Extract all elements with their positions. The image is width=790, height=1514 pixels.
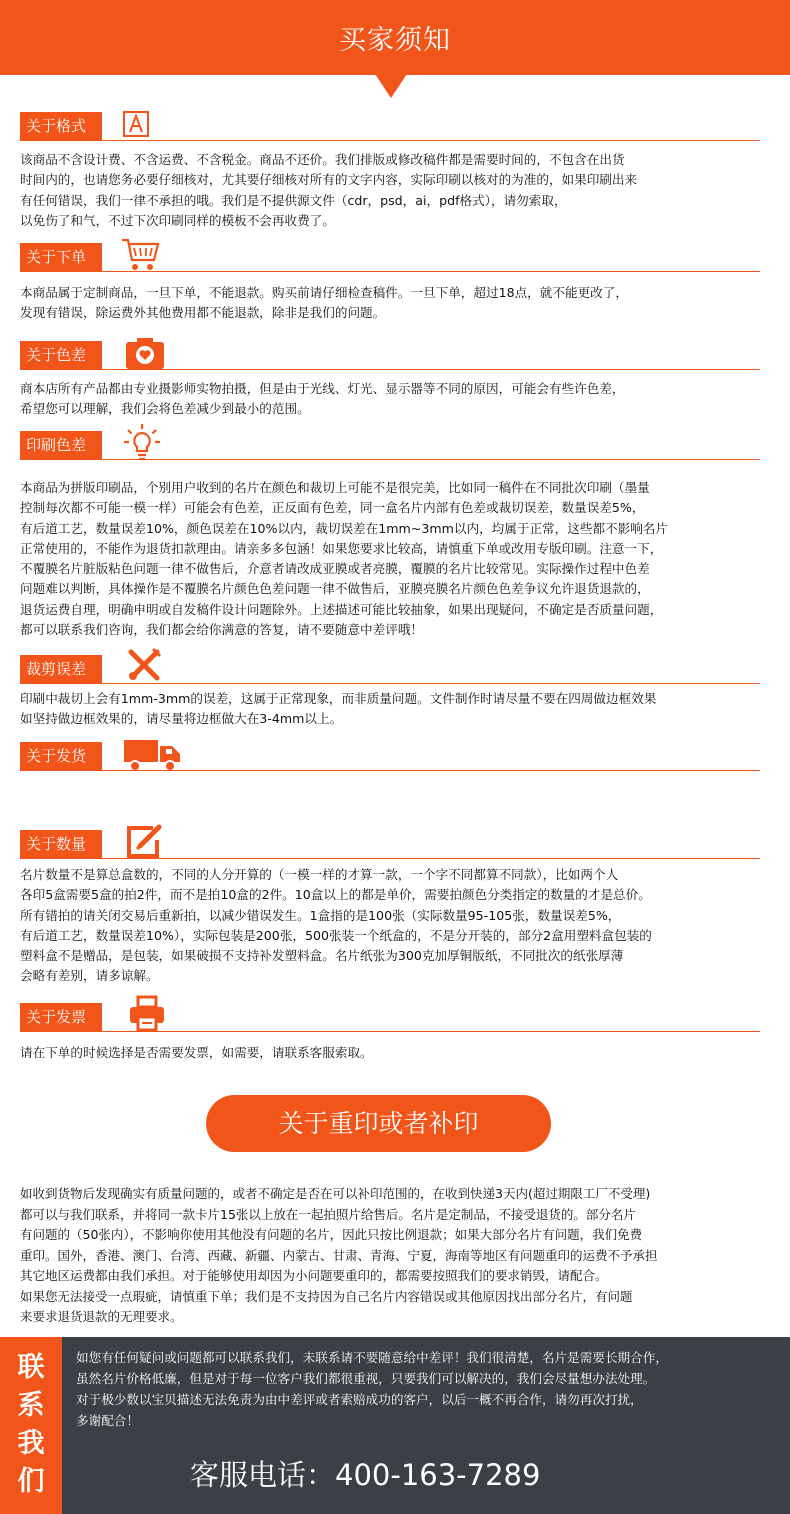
footer-notice: 如您有任何疑问或问题都可以联系我们，未联系请不要随意给中差评！我们很清楚，名片是需要长期合作， 虽然名片价格低廉，但是对于每一位客户我们都很重视，只要我们可以解决的，我们会尽量想办法处理。 对于极少数以宝贝描述无法免责为由中差评或者索赔成功的客户，以后一概不再合作，请勿再次打扰， 多谢配合！ xyxy=(76,1350,668,1428)
section-text-quantity: 名片数量不是算总盒数的，不同的人分开算的（一模一样的才算一款，一个字不同都算不同款），比如两个人 各印5盒需要5盒的拍2件，而不是拍10盒的2件。10盒以上的都是单价，需要拍颜色分类指定的数量的才是总价。 所有错拍的请关闭交易后重新拍，以减少错误发生。1盒指的是100张（实际数量95-105张，数量误差5%， 有后道工艺，数量误差10%），实际包装是200张，500张装一个纸盒的，不是分开装的，部分2盒用塑料盒包装的 塑料盒不是赠品，是包装，如果破损不支持补发塑料盒。名片纸张为300克加厚铜版纸，不同批次的纸张厚薄 会略有差别，请多谅解。 xyxy=(20,867,652,984)
reprint-text: 如收到货物后发现确实有质量问题的，或者不确定是否在可以补印范围的，在收到快递3天内(超过期限工厂不受理) 都可以与我们联系，并将同一款卡片15张以上放在一起拍照片给售后。名片是定制品，不接受退货的。部分名片 有问题的（50张内），不影响你使用其他没有问题的名片，因此只按比例退款；如果大部分名片有问题，我们免费 重印。国外，香港、澳门、台湾、西藏、新疆、内蒙古、甘肃、青海、宁夏，海南等地区有问题重印的运费不予承担 其它地区运费都由我们承担。对于能够使用却因为小问题要重印的，都需要按照我们的要求销毁，请配合。 如果您无法接受一点瑕疵，请慎重下单；我们是不支持因为自己名片内容错误或其他原因找出部分名片，有问题 来要求退货退款的无理要求。 xyxy=(20,1186,658,1324)
section-label-color: 关于色差 xyxy=(20,341,102,369)
document-format-icon xyxy=(122,110,150,142)
section-divider xyxy=(20,369,760,370)
section-text-print-color: 本商品为拼版印刷品，个别用户收到的名片在颜色和裁切上可能不是很完美，比如同一稿件在不同批次印刷（墨量 控制每次都不可能一模一样）可能会有色差，正反面有色差，同一盒名片内部有色差或裁切误差，数量误差5%， 有后道工艺，数量误差10%，颜色误差在10%以内，裁切误差在1mm~3mm以内，均属于正常，这些都不影响名片 正常使用的，不能作为退货扣款理由。请亲多多包涵！如果您要求比较高，请慎重下单或改用专版印刷。注意一下， 不覆膜名片脏版粘色问题一律不做售后，介意者请改成亚膜或者亮膜，覆膜的名片比较常见。实际操作过程中色差 问题难以判断，具体操作是不覆膜名片颜色色差问题一律不做售后，亚膜亮膜名片颜色色差争议允许退货退款的， 退货运费自理，明确申明或自发稿件设计问题除外。上述描述可能比较抽象，如果出现疑问，不确定是否质量问题， 都可以联系我们咨询，我们都会给你满意的答复，请不要随意中差评哦！ xyxy=(20,480,668,638)
section-label-order: 关于下单 xyxy=(20,243,102,271)
section-label-quantity: 关于数量 xyxy=(20,830,102,858)
header-banner xyxy=(0,0,790,75)
customer-service-phone: 客服电话：400-163-7289 xyxy=(190,1458,541,1492)
section-divider xyxy=(20,683,760,684)
section-label-invoice: 关于发票 xyxy=(20,1003,102,1031)
section-text-color: 商本店所有产品都由专业摄影师实物拍摄，但是由于光线、灯光、显示器等不同的原因，可能会有些许色差， 希望您可以理解，我们会将色差减少到最小的范围。 xyxy=(20,381,625,417)
shopping-cart-icon xyxy=(120,236,160,276)
section-divider xyxy=(20,770,760,771)
tools-icon xyxy=(126,647,162,687)
section-label-format: 关于格式 xyxy=(20,112,102,140)
section-divider xyxy=(20,271,760,272)
contact-us-label: 联 系 我 们 xyxy=(17,1352,45,1497)
section-divider xyxy=(20,459,760,460)
page-title: 买家须知 xyxy=(339,25,451,56)
contact-footer xyxy=(0,1337,790,1514)
footer-side-panel xyxy=(0,1337,62,1514)
section-divider xyxy=(20,140,760,141)
section-label-shipping: 关于发货 xyxy=(20,742,102,770)
banner-arrow xyxy=(375,74,407,98)
section-text-format: 该商品不含设计费、不含运费、不含税金。商品不还价。我们排版或修改稿件都是需要时间的，不包含在出货 时间内的，也请您务必要仔细核对，尤其要仔细核对所有的文字内容，实际印刷以核对的为准的，如果印刷出来 有任何错误，我们一律不承担的哦。我们是不提供源文件（cdr，psd，ai，pdf格式），请勿索取， 以免伤了和气，不过下次印刷同样的模板不会再收费了。 xyxy=(20,152,638,228)
section-divider xyxy=(20,1031,760,1032)
section-label-cut-error: 裁剪误差 xyxy=(20,655,102,683)
section-text-invoice: 请在下单的时候选择是否需要发票，如需要，请联系客服索取。 xyxy=(20,1045,373,1060)
section-label-print-color: 印刷色差 xyxy=(20,431,102,459)
reprint-title: 关于重印或者补印 xyxy=(206,1095,551,1152)
section-divider xyxy=(20,858,760,859)
section-text-order: 本商品属于定制商品，一旦下单，不能退款。购买前请仔细检查稿件。一旦下单，超过18点，就不能更改了， 发现有错误，除运费外其他费用都不能退款，除非是我们的问题。 xyxy=(20,285,628,321)
section-text-cut-error: 印刷中裁切上会有1mm-3mm的误差，这属于正常现象，而非质量问题。文件制作时请尽量不要在四周做边框效果 如坚持做边框效果的，请尽量将边框做大在3-4mm以上。 xyxy=(20,691,657,727)
